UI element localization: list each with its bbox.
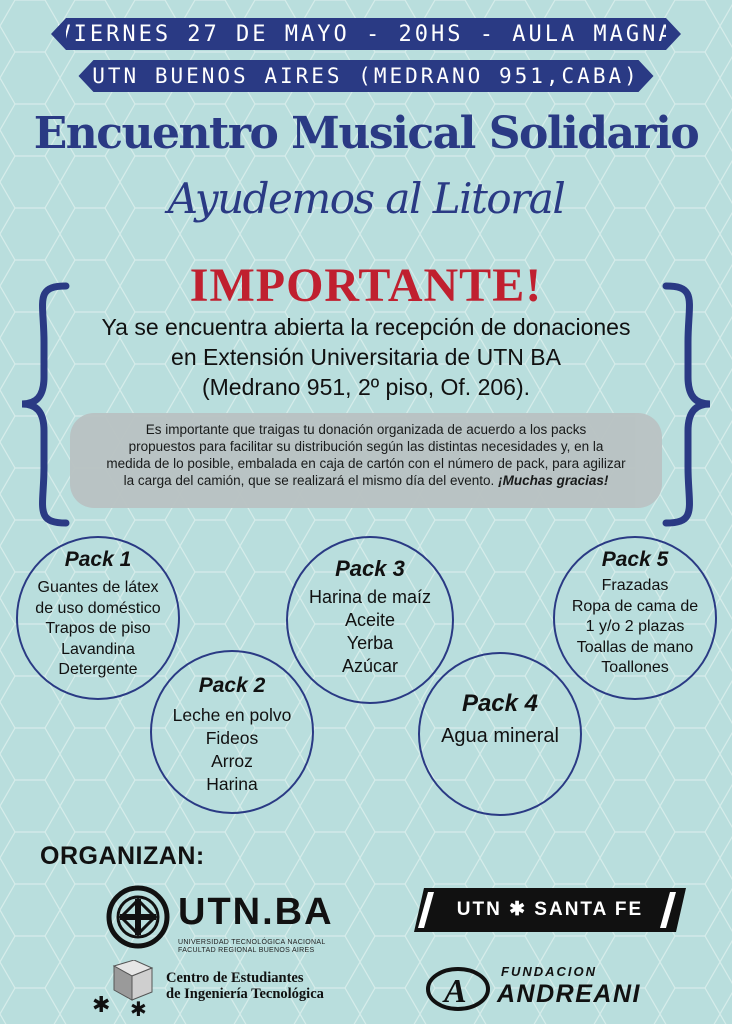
pack-4-circle	[418, 652, 582, 816]
event-subtitle: Ayudemos al Litoral	[167, 174, 565, 223]
utnba-sub1: UNIVERSIDAD TECNOLÓGICA NACIONAL	[178, 939, 326, 946]
pack-title: Pack 3	[335, 556, 405, 581]
utnba-name: UTN.BA	[178, 891, 334, 933]
pack-item: Lavandina	[61, 640, 135, 658]
pack-item: 1 y/o 2 plazas	[585, 618, 685, 635]
svg-text:✱: ✱	[92, 993, 111, 1018]
note-line-text: la carga del camión, que se realizará el mismo día del evento.	[123, 473, 495, 488]
ceit-cube-icon	[90, 960, 160, 1020]
note-line	[70, 472, 662, 489]
utnba-sub2: FACULTAD REGIONAL BUENOS AIRES	[178, 947, 315, 954]
note-line: propuestos para facilitar su distribución según las distintas necesidades y, en la	[128, 439, 604, 454]
pack-item: Toallones	[601, 659, 669, 676]
pack-item: Harina de maíz	[308, 587, 432, 607]
utn-santa-fe-logo	[414, 888, 686, 932]
pack-title: Pack 4	[461, 690, 539, 717]
pack-item: Agua mineral	[441, 725, 559, 747]
pack-title: Pack 1	[64, 548, 132, 571]
andreani-emblem-icon	[425, 964, 491, 1014]
intro-line: (Medrano 951, 2º piso, Of. 206).	[201, 374, 531, 400]
pack-item: Toallas de mano	[576, 638, 694, 656]
pack-item: Yerba	[346, 633, 394, 653]
intro-line: en Extensión Universitaria de UTN BA	[171, 344, 561, 370]
ceit-logo	[90, 960, 360, 1020]
santa-fe-name: UTN ✱ SANTA FE	[456, 899, 644, 920]
utn-emblem-icon	[106, 885, 170, 949]
note-line: Es importante que traigas tu donación organizada de acuerdo a los packs	[145, 422, 587, 437]
pack-title: Pack 2	[198, 674, 266, 697]
utnba-logo	[106, 885, 336, 955]
ceit-line2: de Ingeniería Tecnológica	[166, 986, 324, 1002]
svg-text:A: A	[444, 973, 467, 1010]
pack-item: Ropa de cama de	[571, 597, 699, 615]
donation-note	[70, 413, 662, 508]
event-title: Encuentro Musical Solidario	[33, 108, 699, 159]
pack-item: Arroz	[211, 751, 253, 771]
organizers-label: ORGANIZAN:	[40, 842, 205, 870]
pack-item: Azúcar	[341, 656, 399, 676]
pack-item: de uso doméstico	[35, 599, 161, 617]
svg-text:✱: ✱	[130, 997, 147, 1020]
ceit-line1: Centro de Estudiantes	[166, 970, 304, 986]
thanks-text: ¡Muchas gracias!	[498, 473, 609, 488]
note-line: medida de lo posible, embalada en caja de cartón con el número de pack, para agilizar	[106, 456, 626, 471]
pack-2-circle	[150, 650, 314, 814]
donation-intro	[40, 312, 692, 402]
pack-item: Guantes de látex	[37, 579, 159, 596]
fundacion-text: FUNDACION	[501, 964, 597, 979]
andreani-text: ANDREANI	[497, 980, 641, 1008]
pack-item: Leche en polvo	[172, 705, 292, 725]
location-ribbon: UTN BUENOS AIRES (MEDRANO 951,CABA)	[94, 60, 639, 92]
intro-line: Ya se encuentra abierta la recepción de donaciones	[101, 314, 631, 340]
pack-item: Detergente	[58, 661, 138, 678]
important-heading: IMPORTANTE!	[189, 259, 543, 312]
pack-item: Trapos de piso	[45, 620, 151, 637]
pack-5-circle	[553, 536, 717, 700]
pack-item: Frazadas	[601, 577, 669, 594]
pack-item: Harina	[206, 774, 258, 794]
date-ribbon: VIERNES 27 DE MAYO - 20HS - AULA MAGNA	[66, 18, 666, 50]
fundacion-andreani-logo	[425, 962, 675, 1016]
pack-item: Aceite	[344, 610, 396, 630]
pack-title: Pack 5	[601, 548, 669, 571]
pack-item: Fideos	[205, 728, 259, 748]
